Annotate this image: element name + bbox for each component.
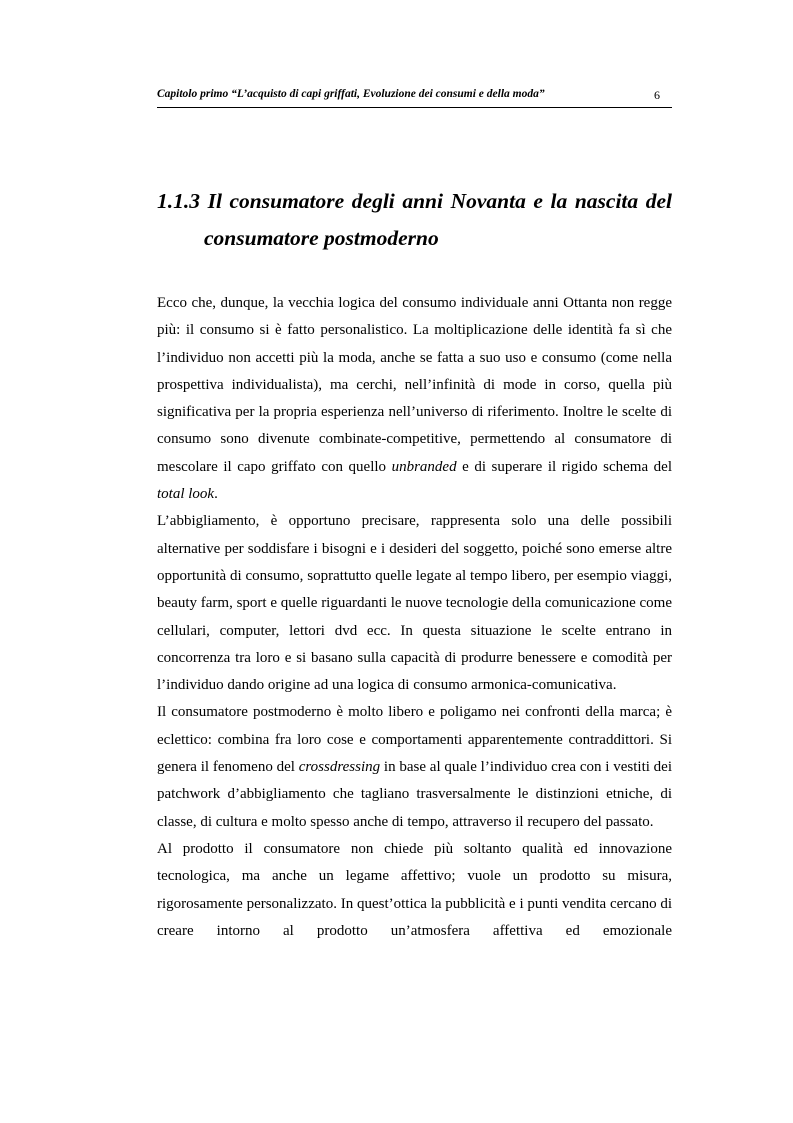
paragraph-text: Il consumatore postmoderno è molto libero e poligamo nei confronti della marca; è eclettico: combina fra loro cose e comportamenti apparentemente contraddittori. Si genera il fenomeno del [157,704,672,776]
running-header [157,87,672,108]
paragraph-text: Ecco che, dunque, la vecchia logica del consumo individuale anni Ottanta non regge più: il consumo si è fatto personalistico. La moltiplicazione delle identità fa sì che l’individuo non accetti più la moda, anche se fatta a suo uso e consumo (come nella prospettiva individualista), ma cerchi, nell’infinità di mode in corso, quella più significativa per la propria esperienza nell’universo di riferimento. Inoltre le scelte di consumo sono divenute combinate-competitive, permettendo al consumatore di mescolare il capo griffato con quello [157,295,672,475]
paragraph-text: e di superare il rigido schema del [456,458,672,475]
emphasis-text: crossdressing [298,759,381,776]
section-heading-line1: 1.1.3 Il consumatore degli anni Novanta e la nascita del [157,189,672,213]
chapter-title: Capitolo primo “L’acquisto di capi griffati, Evoluzione dei consumi e della moda” [157,88,545,100]
section-heading [157,183,672,257]
paragraph: Al prodotto il consumatore non chiede più soltanto qualità ed innovazione tecnologica, ma anche un legame affettivo; vuole un prodotto su misura, rigorosamente personalizzato. In quest’ottica la pubblicità e i punti vendita cercano di creare intorno al prodotto un’atmosfera affettiva ed emozionale [157,840,672,939]
paragraph [157,699,672,835]
paragraph-text: in base al quale l’individuo crea con i vestiti dei patchwork d’abbigliamento che tagliano trasversalmente le distinzioni etniche, di classe, di cultura e molto spesso anche di tempo, attraverso il recupero del passato. [157,759,673,830]
page-number: 6 [654,88,660,102]
paragraph-text: . [214,486,218,503]
body-text [157,290,672,945]
section-heading-line2: consumatore postmoderno [204,226,439,250]
emphasis-text: unbranded [391,458,457,475]
emphasis-text: total look [157,486,215,503]
paragraph: L’abbigliamento, è opportuno precisare, rappresenta solo una delle possibili alternative per soddisfare i bisogni e i desideri del soggetto, poiché sono emerse altre opportunità di consumo, soprattutto quelle legate al tempo libero, per esempio viaggi, beauty farm, sport e quelle riguardanti le nuove tecnologie della comunicazione come cellulari, computer, lettori dvd ecc. In questa situazione le scelte entrano in concorrenza tra loro e si basano sulla capacità di produrre benessere e comodità per l’individuo dando origine ad una logica di consumo armonica-comunicativa. [157,513,672,694]
paragraph [157,290,672,508]
